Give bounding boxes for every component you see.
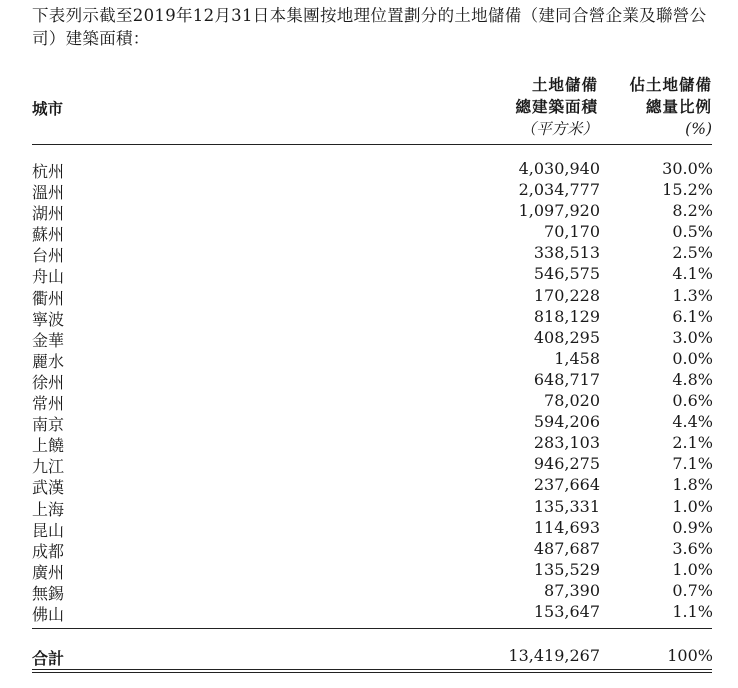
header-divider bbox=[32, 144, 712, 145]
row-city: 上海 bbox=[32, 499, 65, 519]
table-row bbox=[32, 497, 712, 518]
table-row bbox=[32, 412, 712, 433]
row-pct: 4.1% bbox=[672, 264, 713, 284]
row-area: 78,020 bbox=[544, 391, 600, 411]
row-pct: 7.1% bbox=[672, 454, 713, 474]
row-pct: 6.1% bbox=[672, 306, 713, 326]
table-row bbox=[32, 370, 712, 391]
row-pct: 4.8% bbox=[672, 369, 713, 389]
row-city: 金華 bbox=[32, 330, 65, 350]
row-area: 1,097,920 bbox=[518, 201, 600, 221]
table-body bbox=[32, 159, 712, 623]
total-area: 13,419,267 bbox=[508, 646, 600, 665]
row-area: 946,275 bbox=[533, 454, 600, 474]
row-city: 衢州 bbox=[32, 288, 65, 308]
row-city: 南京 bbox=[32, 415, 65, 435]
header-pct-line1: 佔土地儲備 bbox=[629, 76, 712, 94]
table-row bbox=[32, 475, 712, 496]
table-row bbox=[32, 286, 712, 307]
table-row bbox=[32, 433, 712, 454]
row-area: 170,228 bbox=[533, 285, 600, 305]
header-pct-line2: 總量比例 bbox=[645, 98, 712, 116]
row-pct: 1.0% bbox=[672, 496, 713, 516]
row-city: 成都 bbox=[32, 541, 65, 561]
table-row bbox=[32, 180, 712, 201]
total-label: 合計 bbox=[32, 649, 65, 668]
bottom-rule-2 bbox=[32, 672, 712, 673]
table-row bbox=[32, 264, 712, 285]
row-area: 114,693 bbox=[533, 517, 600, 537]
row-area: 408,295 bbox=[533, 327, 600, 347]
row-city: 武漢 bbox=[32, 478, 65, 498]
row-area: 648,717 bbox=[533, 369, 600, 389]
row-city: 蘇州 bbox=[32, 225, 65, 245]
row-area: 237,664 bbox=[533, 475, 600, 495]
row-pct: 4.4% bbox=[672, 412, 713, 432]
row-area: 135,529 bbox=[533, 559, 600, 579]
row-city: 無錫 bbox=[32, 583, 65, 603]
table-row bbox=[32, 454, 712, 475]
row-pct: 2.5% bbox=[672, 243, 713, 263]
row-pct: 8.2% bbox=[672, 201, 713, 221]
row-city: 佛山 bbox=[32, 604, 65, 624]
row-area: 2,034,777 bbox=[518, 180, 600, 200]
table-row bbox=[32, 518, 712, 539]
row-city: 廣州 bbox=[32, 562, 65, 582]
row-area: 338,513 bbox=[533, 243, 600, 263]
row-pct: 30.0% bbox=[662, 159, 713, 178]
row-city: 杭州 bbox=[32, 162, 65, 181]
total-row bbox=[32, 646, 712, 668]
row-city: 昆山 bbox=[32, 520, 65, 540]
row-pct: 1.1% bbox=[672, 601, 713, 621]
row-pct: 1.0% bbox=[672, 559, 713, 579]
row-pct: 0.7% bbox=[672, 580, 713, 600]
table-row bbox=[32, 201, 712, 222]
row-city: 舟山 bbox=[32, 267, 65, 287]
header-area-unit: （平方米） bbox=[520, 120, 598, 138]
row-city: 麗水 bbox=[32, 351, 65, 371]
row-area: 594,206 bbox=[533, 412, 600, 432]
row-area: 153,647 bbox=[533, 601, 600, 621]
row-area: 135,331 bbox=[533, 496, 600, 516]
table-row bbox=[32, 328, 712, 349]
table-row bbox=[32, 602, 712, 623]
row-city: 九江 bbox=[32, 457, 65, 477]
table-row bbox=[32, 222, 712, 243]
row-pct: 15.2% bbox=[662, 180, 713, 200]
intro-text: 下表列示截至2019年12月31日本集團按地理位置劃分的土地儲備（建同合營企業及聯營公司）建築面積： bbox=[32, 6, 707, 48]
header-city: 城市 bbox=[32, 100, 64, 118]
header-pct-unit: (%) bbox=[685, 120, 712, 138]
row-pct: 0.5% bbox=[672, 222, 713, 242]
table-row bbox=[32, 581, 712, 602]
row-area: 487,687 bbox=[533, 538, 600, 558]
row-area: 4,030,940 bbox=[518, 159, 600, 178]
header-pct bbox=[629, 74, 712, 140]
row-city: 寧波 bbox=[32, 309, 65, 329]
table-row bbox=[32, 391, 712, 412]
table-row bbox=[32, 560, 712, 581]
row-area: 87,390 bbox=[544, 580, 600, 600]
table-row bbox=[32, 243, 712, 264]
table-row bbox=[32, 539, 712, 560]
total-divider bbox=[32, 628, 712, 629]
row-area: 283,103 bbox=[533, 433, 600, 453]
row-pct: 1.3% bbox=[672, 285, 713, 305]
table-row bbox=[32, 349, 712, 370]
table-row bbox=[32, 307, 712, 328]
row-area: 818,129 bbox=[533, 306, 600, 326]
row-pct: 0.6% bbox=[672, 391, 713, 411]
row-city: 徐州 bbox=[32, 372, 65, 392]
row-pct: 0.9% bbox=[672, 517, 713, 537]
row-area: 70,170 bbox=[544, 222, 600, 242]
header-area-line2: 總建築面積 bbox=[515, 98, 598, 116]
row-city: 溫州 bbox=[32, 183, 65, 203]
row-pct: 3.0% bbox=[672, 327, 713, 347]
total-pct: 100% bbox=[667, 646, 713, 665]
row-city: 台州 bbox=[32, 246, 65, 266]
bottom-rule-1 bbox=[32, 669, 712, 670]
header-area bbox=[515, 74, 598, 140]
row-pct: 1.8% bbox=[672, 475, 713, 495]
table-row bbox=[32, 159, 712, 180]
row-city: 常州 bbox=[32, 394, 65, 414]
row-area: 1,458 bbox=[554, 348, 600, 368]
row-city: 上饒 bbox=[32, 436, 65, 456]
row-city: 湖州 bbox=[32, 204, 65, 224]
row-pct: 3.6% bbox=[672, 538, 713, 558]
header-area-line1: 土地儲備 bbox=[531, 76, 598, 94]
row-area: 546,575 bbox=[533, 264, 600, 284]
row-pct: 0.0% bbox=[672, 348, 713, 368]
row-pct: 2.1% bbox=[672, 433, 713, 453]
